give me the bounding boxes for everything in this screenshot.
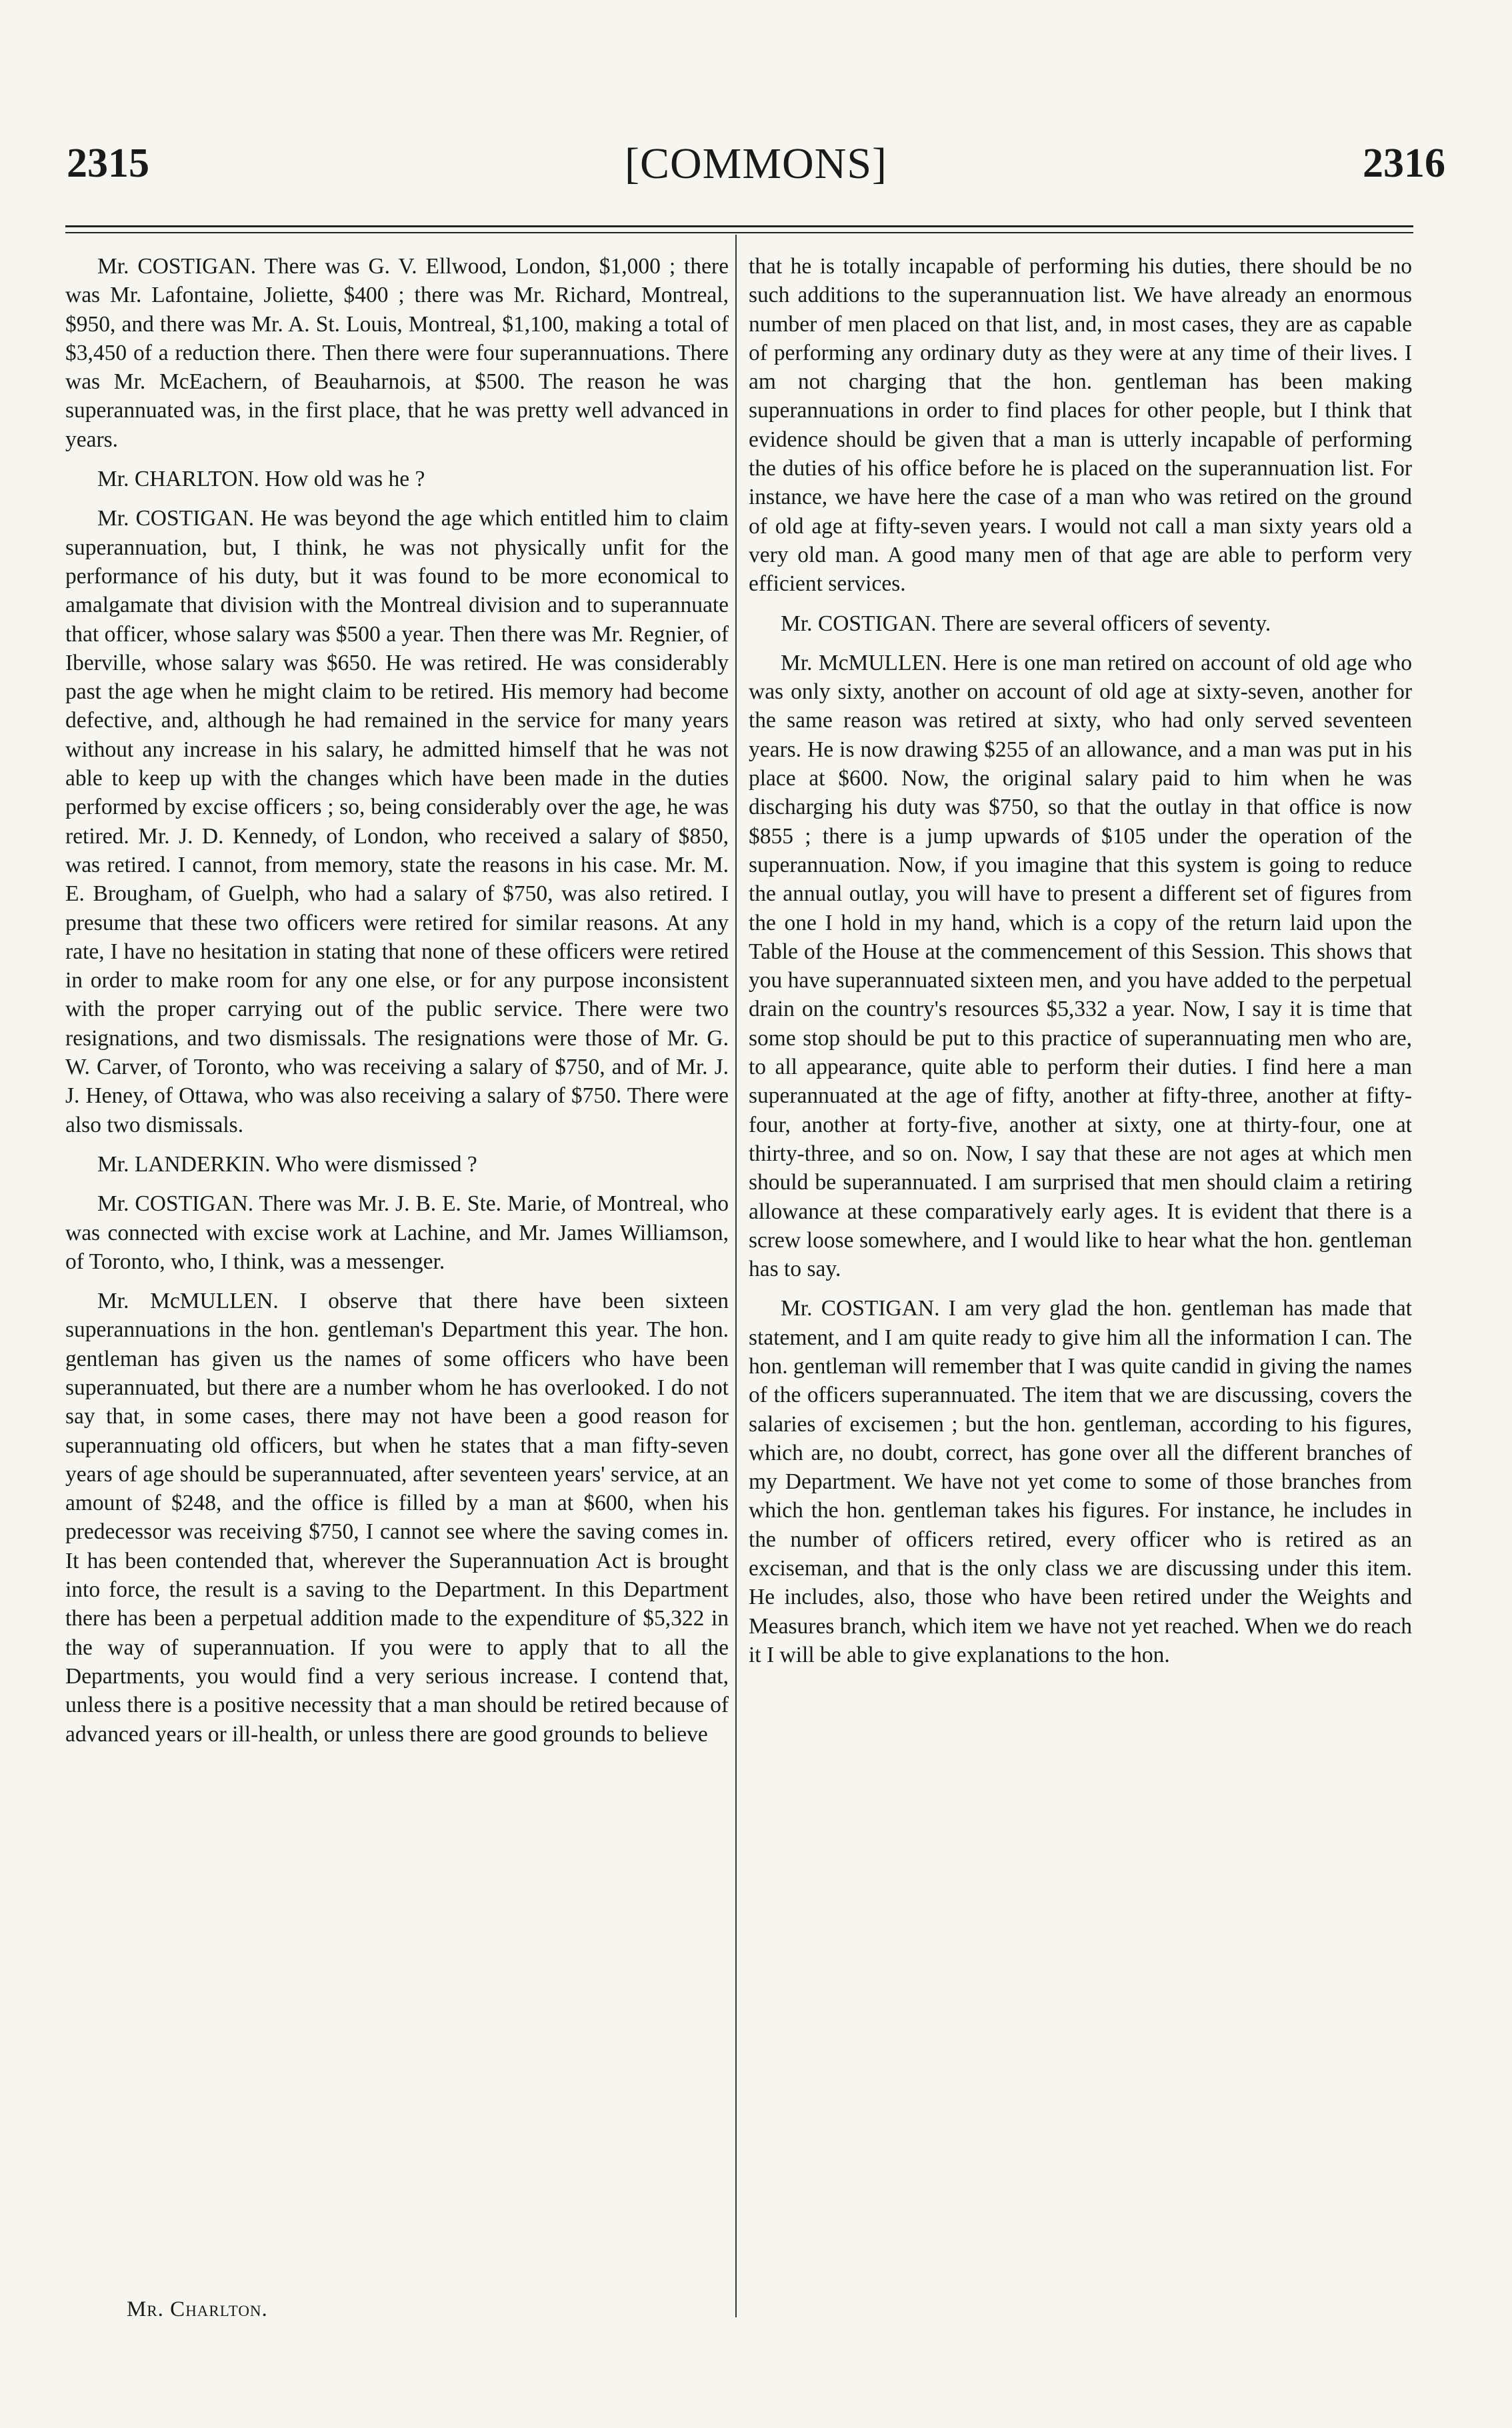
column-divider bbox=[735, 235, 737, 2317]
left-page-number: 2315 bbox=[67, 141, 149, 186]
right-column bbox=[749, 252, 1412, 1680]
paragraph-continuation: that he is totally incapable of performing his duties, there should be no such additions to the superannuation list. We have already an enormous number of men placed on that list, and, in most cases, they are as capable of performing any ordinary duty as they were at any time of their lives. I am not charging that the hon. gentleman has been making superannuations in order to find places for other people, but I think that evidence should be given that a man is utterly incapable of performing the duties of his office before he is placed on the superannuation list. For instance, we have here the case of a man who was retired on the ground of old age at fifty-seven years. I would not call a man sixty years old a very old man. A good many men of that age are able to perform very efficient services. bbox=[749, 254, 1412, 597]
paragraph: Mr. COSTIGAN. I am very glad the hon. gentleman has made that statement, and I am quite ready to give him all the information I can. The hon. gentleman will remember that I was quite candid in giving the names of the officers superannuated. The item that we are discussing, covers the salaries of excisemen ; but the hon. gentleman, according to his figures, which are, no doubt, correct, has gone over all the different branches of my Department. We have not yet come to some of those branches from which the hon. gentleman takes his figures. For instance, he includes in the number of officers retired, every officer who is retired as an exciseman, and that is the only class we are discussing under this item. He includes, also, those who have been retired under the Weights and Measures branch, which item we have not yet reached. When we do reach it I will be able to give explanations to the hon. bbox=[749, 1296, 1412, 1667]
paragraph: Mr. COSTIGAN. He was beyond the age which entitled him to claim superannuation, but, I think, he was not physically unfit for the performance of his duty, but it was found to be more economical to amalgamate that division with the Montreal division and to superannuate that officer, whose salary was $500 a year. Then there was Mr. Regnier, of Iberville, whose salary was $650. He was retired. He was considerably past the age when he might claim to be retired. His memory had become defective, and, although he had remained in the service for many years without any increase in his salary, he admitted himself that he was not able to keep up with the changes which have been made in the duties performed by excise officers ; so, being considerably over the age, he was retired. Mr. J. D. Kennedy, of London, who received a salary of $850, was retired. I cannot, from memory, state the reasons in his case. Mr. M. E. Brougham, of Guelph, who had a salary of $750, was also retired. I presume that these two officers were retired for similar reasons. At any rate, I have no hesitation in stating that none of these officers were retired in order to make room for any one else, or for any purpose inconsistent with the proper carrying out of the public service. There were two resignations, and two dismissals. The resignations were those of Mr. G. W. Carver, of Toronto, who was receiving a salary of $750, and of Mr. J. J. Heney, of Ottawa, who was also receiving a salary of $750. There were also two dismissals. bbox=[65, 506, 729, 1137]
right-page-number: 2316 bbox=[1363, 141, 1445, 186]
paragraph: Mr. McMULLEN. I observe that there have been sixteen superannuations in the hon. gentleman's Department this year. The hon. gentleman has given us the names of some officers who have been superannuated, but there are a number whom he has overlooked. I do not say that, in some cases, there may not have been a good reason for superannuating old officers, but when he states that a man fifty-seven years of age should be superannuated, after seventeen years' service, at an amount of $248, and the office is filled by a man at $600, when his predecessor was receiving $750, I cannot see where the saving comes in. It has been contended that, wherever the Superannuation Act is brought into force, the result is a saving to the Department. In this Department there has been a perpetual addition made to the expenditure of $5,322 in the way of superannuation. If you were to apply that to all the Departments, you would find a very serious increase. I contend that, unless there is a positive necessity that a man should be retired because of advanced years or ill-health, or unless there are good grounds to believe bbox=[65, 1289, 729, 1747]
header-rule-top bbox=[65, 225, 1413, 227]
header-rule-bottom bbox=[65, 232, 1413, 233]
running-title: [COMMONS] bbox=[624, 139, 888, 188]
paragraph: Mr. COSTIGAN. There was G. V. Ellwood, London, $1,000 ; there was Mr. Lafontaine, Joliette, $400 ; there was Mr. Richard, Montreal, $950, and there was Mr. A. St. Louis, Montreal, $1,100, making a total of $3,450 of a reduction there. Then there were four superannuations. There was Mr. McEachern, of Beauharnois, at $500. The reason he was superannuated was, in the first place, that he was pretty well advanced in years. bbox=[65, 254, 729, 452]
paragraph: Mr. McMULLEN. Here is one man retired on account of old age who was only sixty, another on account of old age at sixty-seven, another for the same reason was retired at sixty, who had only served seventeen years. He is now drawing $255 of an allowance, and a man was put in his place at $600. Now, the original salary paid to him when he was discharging his duty was $750, so that the outlay in that office is now $855 ; there is a jump upwards of $105 under the operation of the superannuation. Now, if you imagine that this system is going to reduce the annual outlay, you will have to present a different set of figures from the one I hold in my hand, which is a copy of the return laid upon the Table of the House at the commencement of this Session. This shows that you have superannuated sixteen men, and you have added to the perpetual drain on the country's resources $5,332 a year. Now, I say it is time that some stop should be put to this practice of superannuating men who are, to all appearance, quite able to perform their duties. I find here a man superannuated at the age of fifty, another at fifty-three, another at fifty-four, another at forty-five, another at sixty, one at thirty-four, one at thirty-three, and so on. Now, I say that these are not ages at which men should be superannuated. I am surprised that men should claim a retiring allowance at these comparatively early ages. It is evident that there is a screw loose somewhere, and I would like to hear what the hon. gentleman has to say. bbox=[749, 650, 1412, 1282]
page-header bbox=[0, 140, 1512, 193]
left-column bbox=[65, 252, 729, 1759]
paragraph: Mr. COSTIGAN. There was Mr. J. B. E. Ste. Marie, of Montreal, who was connected with excise work at Lachine, and Mr. James Williamson, of Toronto, who, I think, was a messenger. bbox=[65, 1191, 729, 1274]
paragraph: Mr. CHARLTON. How old was he ? bbox=[97, 467, 425, 492]
footer-signature: Mr. Charlton. bbox=[127, 2297, 268, 2321]
paragraph: Mr. COSTIGAN. There are several officers of seventy. bbox=[781, 611, 1271, 636]
paragraph: Mr. LANDERKIN. Who were dismissed ? bbox=[97, 1151, 477, 1177]
